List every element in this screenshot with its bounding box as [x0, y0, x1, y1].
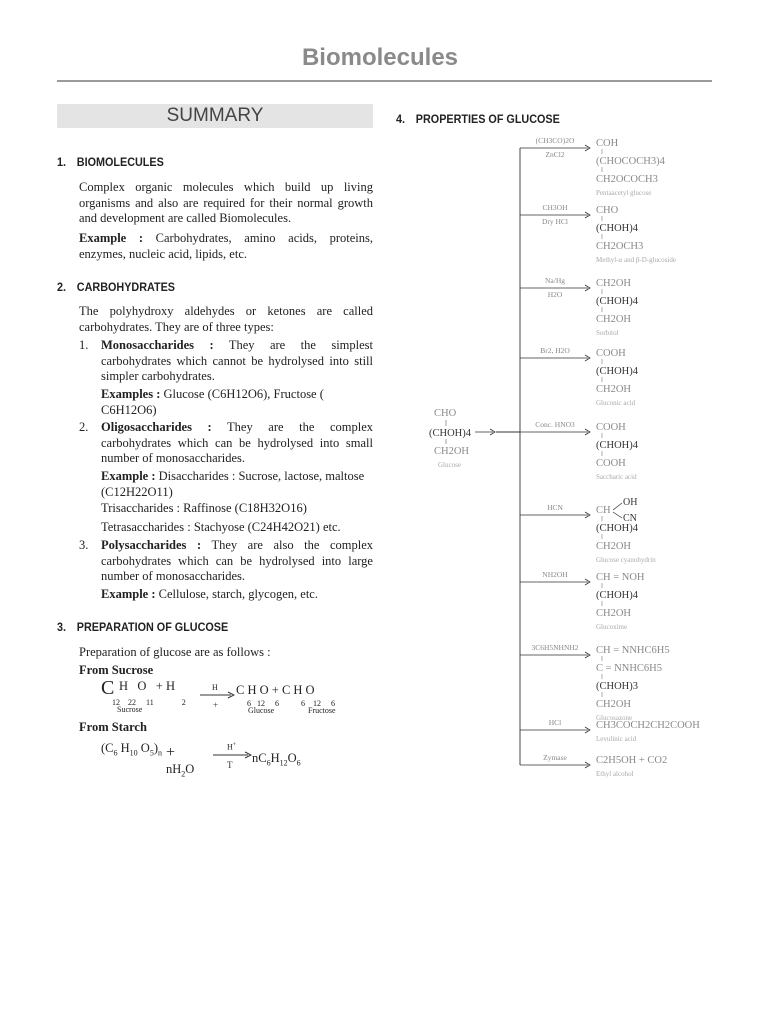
branch-product-cn: CN: [623, 513, 637, 524]
branch-name-6: Glucoxime: [596, 623, 628, 631]
branch-reagent-5: HCN: [547, 503, 563, 512]
reactant-chohn: (CHOH)4: [429, 428, 471, 439]
title-divider: [57, 80, 712, 82]
branch-reagent2-0: ZnCl2: [545, 150, 565, 159]
section-heading-biomolecules: 1. BIOMOLECULES: [57, 155, 164, 169]
branch-product-6-2: CH2OH: [596, 608, 632, 619]
branch-product-5-1: (CHOH)4: [596, 523, 638, 534]
branch-product-6-0: CH = NOH: [596, 572, 645, 583]
branch-product-1-2: CH2OCH3: [596, 241, 644, 252]
branch-reagent-4: Conc. HNO3: [535, 420, 575, 429]
section-heading-properties: 4. PROPERTIES OF GLUCOSE: [396, 112, 560, 126]
preparation-intro: Preparation of glucose are as follows :: [79, 645, 271, 659]
summary-banner: SUMMARY: [57, 104, 373, 128]
branch-product-5-2: CH2OH: [596, 541, 632, 552]
section-heading-carbohydrates: 2. CARBOHYDRATES: [57, 280, 176, 294]
from-starch-label: From Starch: [79, 720, 147, 734]
branch-product-7-2: (CHOH)3: [596, 681, 638, 692]
branch-product-4-2: COOH: [596, 458, 626, 469]
glucose-reactions-diagram: [400, 130, 730, 810]
bond-cn: [613, 512, 622, 518]
branch-reagent-2: Na/Hg: [545, 276, 565, 285]
bond-oh: [613, 503, 622, 510]
tetrasaccharides-line: Tetrasaccharides : Stachyose (C24H42O21) etc.: [101, 520, 341, 534]
reaction-arrow: [199, 690, 235, 710]
branch-reagent2-1: Dry HCl: [541, 217, 569, 226]
branch-name-2: Sorbitol: [596, 329, 619, 337]
reactant-ch2oh: CH2OH: [434, 446, 470, 457]
svg-text:+: +: [213, 700, 219, 710]
branch-product-4-1: (CHOH)4: [596, 440, 638, 451]
branch-product-4-0: COOH: [596, 422, 626, 433]
glucose-reactant: [429, 408, 495, 469]
biomolecules-definition: Complex organic molecules which build up living organisms and also are required for their normal growth and development are called Biomolecules.: [79, 180, 373, 225]
oligosaccharides-example: Example : Disaccharides : Sucrose, lactose, maltose (C12H22O11): [101, 469, 365, 499]
branch-name-8: Levulinic acid: [596, 735, 637, 743]
branch-reagent-1: CH3OH: [542, 203, 568, 212]
branch-product-oh: OH: [623, 497, 638, 508]
branch-product-0-2: CH2OCOCH3: [596, 174, 658, 185]
branch-reagent2-2: H2O: [547, 290, 563, 299]
branch-product-7-1: C = NNHC6H5: [596, 663, 663, 674]
svg-text:T: T: [227, 760, 233, 770]
branch-product-1-1: (CHOH)4: [596, 223, 638, 234]
branch-product-0-1: (CHOCOCH3)4: [596, 156, 665, 167]
branch-name-3: Gluconic acid: [596, 399, 636, 407]
list-item-polysaccharides: 3. Polysaccharides : They are also the complex carbohydrates which can be hydrolysed into large number of monosaccharides.: [79, 538, 373, 583]
list-item-monosaccharides: 1. Monosaccharides : They are the simplest carbohydrates which cannot be hydrolysed into still simpler carbohydrates.: [79, 338, 373, 383]
section-heading-preparation: 3. PREPARATION OF GLUCOSE: [57, 620, 229, 634]
branch-product-2-2: CH2OH: [596, 314, 632, 325]
branch-name-4: Saccharic acid: [596, 473, 637, 481]
branch-product-7-0: CH = NNHC6H5: [596, 645, 670, 656]
reactant-name: Glucose: [438, 461, 461, 469]
branch-product-8-0: CH3COCH2CH2COOH: [596, 720, 700, 731]
reactant-cho: CHO: [434, 408, 457, 419]
trisaccharides-line: Trisaccharides : Raffinose (C18H32O16): [101, 501, 307, 515]
branch-reagent-0: (CH3CO)2O: [535, 136, 575, 145]
branch-product-7-3: CH2OH: [596, 699, 632, 710]
branch-name-5: Glucose cyanohydrin: [596, 556, 656, 564]
carbohydrates-definition: The polyhydroxy aldehydes or ketones are called carbohydrates. They are of three types:: [79, 304, 373, 334]
branch-name-1: Methyl-α and β-D-glucoside: [596, 256, 676, 264]
branch-product-9-0: C2H5OH + CO2: [596, 755, 668, 766]
branch-product-6-1: (CHOH)4: [596, 590, 638, 601]
branch-reagent-8: HCl: [548, 718, 562, 727]
from-sucrose-label: From Sucrose: [79, 663, 154, 677]
branch-name-0: Pentaacetyl glucose: [596, 189, 652, 197]
branch-product-3-0: COOH: [596, 348, 626, 359]
list-item-oligosaccharides: 2. Oligosaccharides : They are the complex carbohydrates which can be hydrolysed into small number of monosaccharides.: [79, 420, 373, 465]
page-title: Biomolecules: [301, 44, 459, 71]
branch-product-3-1: (CHOH)4: [596, 366, 638, 377]
branch-reagent-3: Br2, H2O: [540, 346, 570, 355]
branch-name-9: Ethyl alcohol: [596, 770, 634, 778]
polysaccharides-example: Example : Cellulose, starch, glycogen, etc.: [101, 587, 318, 601]
branch-name-7: Glucosazone: [596, 714, 633, 722]
branch-product-0-0: COH: [596, 138, 619, 149]
branch-product-5-0: CH: [596, 505, 611, 516]
monosaccharides-examples: Examples : Glucose (C6H12O6), Fructose ( C6H12O6): [101, 387, 324, 417]
branch-product-2-1: (CHOH)4: [596, 296, 638, 307]
reaction-arrow-starch: [212, 750, 252, 770]
branch-reagent-6: NH2OH: [542, 570, 568, 579]
branch-reagent-7: 3C6H5NHNH2: [531, 643, 579, 652]
branch-reagent-9: Zymase: [543, 753, 567, 762]
branch-product-3-2: CH2OH: [596, 384, 632, 395]
branch-product-1-0: CHO: [596, 205, 619, 216]
branch-product-2-0: CH2OH: [596, 278, 632, 289]
biomolecules-example: Example : Carbohydrates, amino acids, proteins, enzymes, nucleic acid, lipids, etc.: [79, 231, 373, 261]
